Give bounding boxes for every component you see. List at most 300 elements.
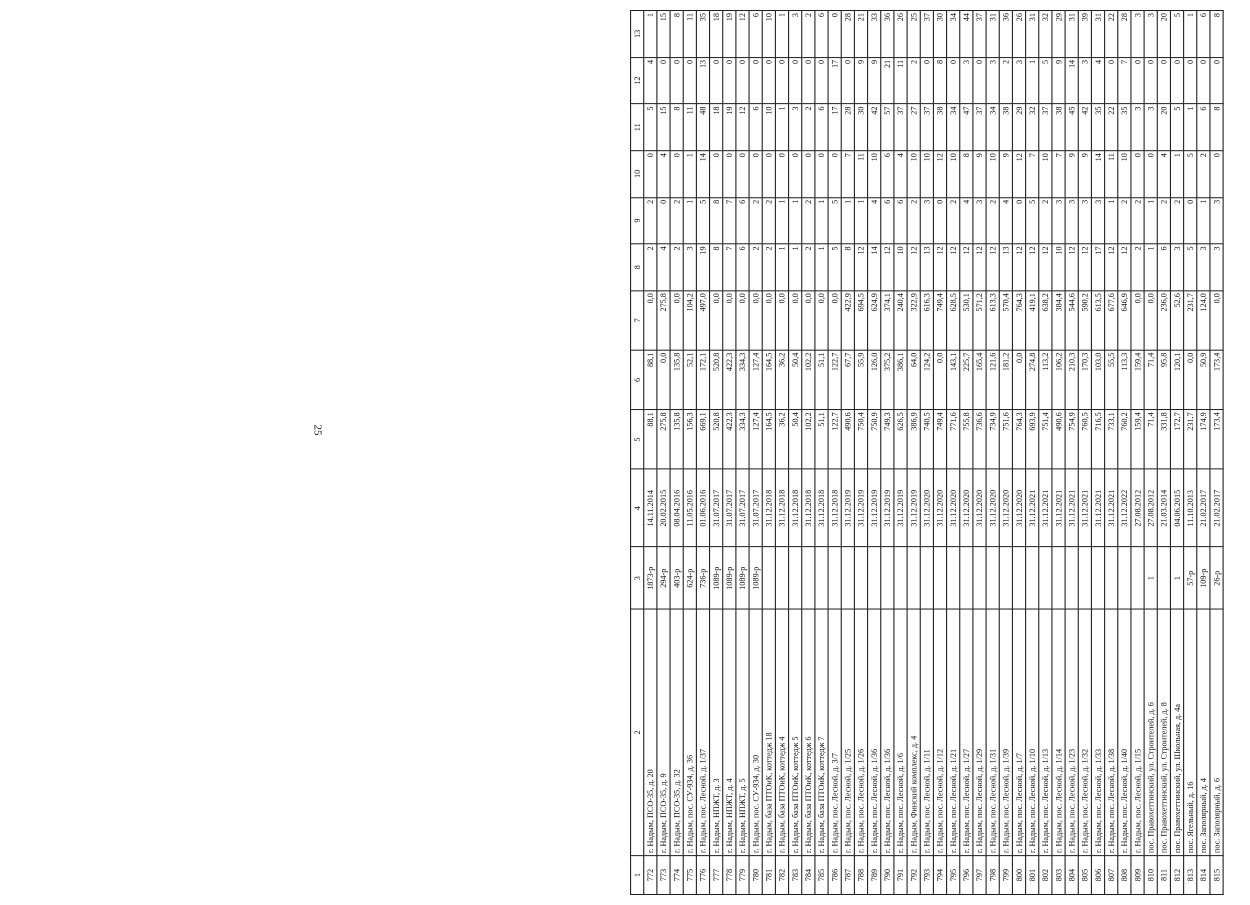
- value-cell: 11: [854, 151, 867, 198]
- value-cell: 1: [1184, 104, 1197, 151]
- value-cell: 751,4: [1039, 410, 1052, 470]
- column-number-header: [631, 11, 644, 895]
- value-cell: 8: [670, 104, 683, 151]
- address-cell: г. Надым, пос. Лесной, д. 1/13: [1039, 609, 1052, 855]
- value-cell: 10: [868, 151, 881, 198]
- value-cell: 37: [973, 104, 986, 151]
- value-cell: 520,8: [710, 350, 723, 410]
- value-cell: 37: [920, 104, 933, 151]
- address-cell: г. Надым, пос. СУ-934, д. 36: [683, 609, 696, 855]
- value-cell: 42: [868, 104, 881, 151]
- value-cell: [1105, 547, 1118, 609]
- value-cell: 26: [894, 11, 907, 58]
- value-cell: 44: [960, 11, 973, 58]
- value-cell: 0: [828, 11, 841, 58]
- value-cell: 8: [710, 197, 723, 244]
- value-cell: 0: [1210, 151, 1223, 198]
- value-cell: 31.12.2021: [1065, 469, 1078, 547]
- value-cell: 0: [1012, 197, 1025, 244]
- value-cell: 32: [1026, 104, 1039, 151]
- value-cell: 156,3: [683, 410, 696, 470]
- value-cell: 294-р: [657, 547, 670, 609]
- table-row: [894, 11, 907, 895]
- value-cell: 0: [815, 57, 828, 104]
- value-cell: 0: [683, 57, 696, 104]
- value-cell: 9: [1065, 151, 1078, 198]
- value-cell: 716,5: [1091, 410, 1104, 470]
- value-cell: 2: [986, 197, 999, 244]
- value-cell: 12: [736, 11, 749, 58]
- value-cell: 3: [1210, 244, 1223, 291]
- value-cell: 3: [1052, 197, 1065, 244]
- row-number-cell: 812: [1170, 856, 1183, 895]
- table-row: [736, 11, 749, 895]
- value-cell: 5: [1184, 151, 1197, 198]
- value-cell: 36: [999, 11, 1012, 58]
- value-cell: 0: [802, 151, 815, 198]
- row-number-cell: 791: [894, 856, 907, 895]
- value-cell: 51,1: [815, 410, 828, 470]
- value-cell: 638,2: [1039, 291, 1052, 351]
- value-cell: 21.03.2014: [1157, 469, 1170, 547]
- value-cell: 0: [710, 151, 723, 198]
- value-cell: 0: [1184, 197, 1197, 244]
- column-header-3: 3: [631, 547, 644, 609]
- value-cell: 19: [723, 11, 736, 58]
- row-number-cell: 784: [802, 856, 815, 895]
- value-cell: 2: [670, 244, 683, 291]
- value-cell: 20.02.2015: [657, 469, 670, 547]
- value-cell: 760,5: [1078, 410, 1091, 470]
- value-cell: 55,9: [854, 350, 867, 410]
- table-row: [657, 11, 670, 895]
- value-cell: 0,0: [775, 291, 788, 351]
- value-cell: 22: [1105, 104, 1118, 151]
- value-cell: 613,3: [986, 291, 999, 351]
- value-cell: 0: [1170, 57, 1183, 104]
- value-cell: 1: [1144, 547, 1157, 609]
- value-cell: [1131, 547, 1144, 609]
- value-cell: 37: [920, 11, 933, 58]
- value-cell: 3: [683, 244, 696, 291]
- value-cell: 52,1: [683, 350, 696, 410]
- value-cell: 31: [1091, 11, 1104, 58]
- value-cell: 0: [1184, 57, 1197, 104]
- value-cell: 755,8: [960, 410, 973, 470]
- row-number-cell: 782: [775, 856, 788, 895]
- value-cell: 19: [723, 104, 736, 151]
- value-cell: 71,4: [1144, 410, 1157, 470]
- value-cell: 0: [670, 151, 683, 198]
- address-cell: г. Надым, пос. Лесной, д. 1/21: [947, 609, 960, 855]
- address-cell: г. Надым, пос. Лесной, д. 1/39: [999, 609, 1012, 855]
- value-cell: 5: [644, 104, 657, 151]
- value-cell: 386,9: [907, 410, 920, 470]
- value-cell: 4: [1157, 151, 1170, 198]
- value-cell: 31.12.2021: [1026, 469, 1039, 547]
- value-cell: 10: [1118, 151, 1131, 198]
- value-cell: 2: [749, 197, 762, 244]
- value-cell: 497,0: [696, 291, 709, 351]
- value-cell: 38: [1052, 104, 1065, 151]
- value-cell: 34: [947, 11, 960, 58]
- value-cell: 12: [947, 244, 960, 291]
- value-cell: 520,8: [710, 410, 723, 470]
- value-cell: 20: [1157, 11, 1170, 58]
- row-number-cell: 793: [920, 856, 933, 895]
- value-cell: 0,0: [1131, 291, 1144, 351]
- value-cell: 3: [1078, 197, 1091, 244]
- value-cell: 0: [762, 57, 775, 104]
- value-cell: 12: [1078, 244, 1091, 291]
- address-cell: г. Надым, пос. Лесной, д. 1/25: [841, 609, 854, 855]
- table-row: [775, 11, 788, 895]
- housing-register-table: [630, 10, 1224, 895]
- row-number-cell: 794: [933, 856, 946, 895]
- table-row: [947, 11, 960, 895]
- value-cell: [828, 547, 841, 609]
- value-cell: 0: [947, 57, 960, 104]
- value-cell: 11: [683, 104, 696, 151]
- value-cell: 6: [894, 197, 907, 244]
- value-cell: 2: [749, 244, 762, 291]
- value-cell: 0,0: [933, 350, 946, 410]
- value-cell: 12: [1105, 244, 1118, 291]
- address-cell: г. Надым, пос. Лесной, д. 1/15: [1131, 609, 1144, 855]
- table-row: [1078, 11, 1091, 895]
- value-cell: 1: [683, 151, 696, 198]
- value-cell: 2: [644, 244, 657, 291]
- row-number-cell: 777: [710, 856, 723, 895]
- value-cell: 31.12.2021: [1039, 469, 1052, 547]
- value-cell: 31: [1065, 11, 1078, 58]
- value-cell: 10: [894, 244, 907, 291]
- value-cell: 11.05.2016: [683, 469, 696, 547]
- value-cell: 3: [1065, 197, 1078, 244]
- value-cell: 3: [986, 57, 999, 104]
- row-number-cell: 802: [1039, 856, 1052, 895]
- value-cell: 322,9: [907, 291, 920, 351]
- value-cell: 422,9: [841, 291, 854, 351]
- table-row: [789, 11, 802, 895]
- value-cell: 1: [854, 197, 867, 244]
- value-cell: 0,0: [657, 350, 670, 410]
- value-cell: 2: [802, 244, 815, 291]
- value-cell: 7: [723, 244, 736, 291]
- value-cell: [973, 547, 986, 609]
- value-cell: 10: [1052, 244, 1065, 291]
- value-cell: 13: [696, 57, 709, 104]
- value-cell: 0: [710, 57, 723, 104]
- value-cell: 571,2: [973, 291, 986, 351]
- value-cell: 7: [841, 151, 854, 198]
- value-cell: 31.12.2020: [920, 469, 933, 547]
- value-cell: 12: [960, 244, 973, 291]
- value-cell: 127,4: [749, 350, 762, 410]
- table-row: [1184, 11, 1197, 895]
- value-cell: 34: [947, 104, 960, 151]
- value-cell: 106,2: [1052, 350, 1065, 410]
- value-cell: 0,0: [710, 291, 723, 351]
- value-cell: 570,4: [999, 291, 1012, 351]
- value-cell: 646,9: [1118, 291, 1131, 351]
- value-cell: 0,0: [749, 291, 762, 351]
- value-cell: 37: [1039, 104, 1052, 151]
- value-cell: 4: [1091, 57, 1104, 104]
- value-cell: 4: [657, 151, 670, 198]
- value-cell: 0: [1144, 57, 1157, 104]
- value-cell: 1: [1197, 197, 1210, 244]
- value-cell: 0: [723, 151, 736, 198]
- address-cell: г. Надым, пос. Лесной, д. 3/7: [828, 609, 841, 855]
- value-cell: [762, 547, 775, 609]
- column-header-10: 10: [631, 151, 644, 198]
- address-cell: г. Надым, пос. Лесной, д. 1/31: [986, 609, 999, 855]
- column-header-9: 9: [631, 197, 644, 244]
- address-cell: г. Надым, ПСО-35, д. 20: [644, 609, 657, 855]
- value-cell: [894, 547, 907, 609]
- value-cell: 109-р: [1197, 547, 1210, 609]
- value-cell: 34: [986, 104, 999, 151]
- value-cell: 0: [723, 57, 736, 104]
- value-cell: 275,8: [657, 291, 670, 351]
- value-cell: 1: [1105, 197, 1118, 244]
- value-cell: 1: [775, 197, 788, 244]
- value-cell: 8: [960, 151, 973, 198]
- table-row: [762, 11, 775, 895]
- value-cell: 0,0: [736, 291, 749, 351]
- value-cell: 120,1: [1170, 350, 1183, 410]
- value-cell: 231,7: [1184, 291, 1197, 351]
- value-cell: 3: [1131, 104, 1144, 151]
- value-cell: 734,9: [986, 410, 999, 470]
- value-cell: 159,4: [1131, 410, 1144, 470]
- value-cell: 172,1: [696, 350, 709, 410]
- value-cell: 35: [1091, 104, 1104, 151]
- value-cell: 6: [881, 151, 894, 198]
- value-cell: 31.12.2020: [973, 469, 986, 547]
- value-cell: 0: [1157, 57, 1170, 104]
- value-cell: 3: [920, 197, 933, 244]
- address-cell: г. Надым, пос. Лесной, д. 1/11: [920, 609, 933, 855]
- value-cell: 2: [1118, 197, 1131, 244]
- value-cell: 173,4: [1210, 410, 1223, 470]
- value-cell: 35: [1118, 104, 1131, 151]
- value-cell: 419,1: [1026, 291, 1039, 351]
- value-cell: 47: [960, 104, 973, 151]
- value-cell: 0: [920, 57, 933, 104]
- value-cell: 21: [854, 11, 867, 58]
- value-cell: [933, 547, 946, 609]
- value-cell: 7: [1052, 151, 1065, 198]
- table-row: [1210, 11, 1223, 895]
- value-cell: 5: [1170, 104, 1183, 151]
- table-row: [1105, 11, 1118, 895]
- table-row: [933, 11, 946, 895]
- value-cell: 9: [1078, 151, 1091, 198]
- value-cell: 771,6: [947, 410, 960, 470]
- value-cell: 26-р: [1210, 547, 1223, 609]
- value-cell: 740,5: [920, 410, 933, 470]
- value-cell: 2: [802, 197, 815, 244]
- value-cell: 11.10.2013: [1184, 469, 1197, 547]
- value-cell: 3: [1197, 244, 1210, 291]
- value-cell: 12: [1026, 244, 1039, 291]
- value-cell: 6: [736, 197, 749, 244]
- value-cell: 38: [933, 104, 946, 151]
- address-cell: г. Надым, пос. Лесной, д. 1/27: [960, 609, 973, 855]
- value-cell: 677,6: [1105, 291, 1118, 351]
- value-cell: 12: [1012, 151, 1025, 198]
- row-number-cell: 786: [828, 856, 841, 895]
- value-cell: 181,2: [999, 350, 1012, 410]
- address-cell: г. Надым, НПЖТ, д. 4: [723, 609, 736, 855]
- address-cell: г. Надым, пос. Лесной, д. 1/40: [1118, 609, 1131, 855]
- value-cell: 694,5: [854, 291, 867, 351]
- value-cell: 31.07.2017: [749, 469, 762, 547]
- value-cell: 3: [973, 197, 986, 244]
- value-cell: 9: [1052, 57, 1065, 104]
- value-cell: 2: [644, 197, 657, 244]
- address-cell: пос. Заполярный, д. 6: [1210, 609, 1223, 855]
- value-cell: 31.12.2020: [960, 469, 973, 547]
- value-cell: 0: [828, 151, 841, 198]
- column-header-13: 13: [631, 11, 644, 58]
- address-cell: пос. Заполярный, д. 4: [1197, 609, 1210, 855]
- value-cell: 35: [696, 11, 709, 58]
- value-cell: 1: [815, 197, 828, 244]
- value-cell: [854, 547, 867, 609]
- value-cell: 490,6: [1052, 410, 1065, 470]
- value-cell: 1: [775, 104, 788, 151]
- row-number-cell: 781: [762, 856, 775, 895]
- column-header-7: 7: [631, 291, 644, 351]
- value-cell: 13: [920, 244, 933, 291]
- row-number-cell: 805: [1078, 856, 1091, 895]
- value-cell: 6: [749, 104, 762, 151]
- value-cell: [775, 547, 788, 609]
- value-cell: 27.08.2012: [1144, 469, 1157, 547]
- value-cell: 10: [907, 151, 920, 198]
- value-cell: 11: [894, 57, 907, 104]
- value-cell: 52,6: [1170, 291, 1183, 351]
- row-number-cell: 796: [960, 856, 973, 895]
- value-cell: 37: [973, 11, 986, 58]
- value-cell: 2: [907, 197, 920, 244]
- value-cell: 31: [1026, 11, 1039, 58]
- value-cell: 9: [868, 57, 881, 104]
- row-number-cell: 780: [749, 856, 762, 895]
- address-cell: г. Надым, ПСО-35, д. 32: [670, 609, 683, 855]
- value-cell: 0: [736, 57, 749, 104]
- value-cell: 0: [1131, 151, 1144, 198]
- value-cell: 0: [762, 151, 775, 198]
- value-cell: 0,0: [644, 291, 657, 351]
- table-row: [841, 11, 854, 895]
- row-number-cell: 807: [1105, 856, 1118, 895]
- value-cell: 624-р: [683, 547, 696, 609]
- value-cell: 159,4: [1131, 350, 1144, 410]
- table-row: [1091, 11, 1104, 895]
- value-cell: 2: [1039, 197, 1052, 244]
- value-cell: 3: [1170, 244, 1183, 291]
- value-cell: 12: [986, 244, 999, 291]
- table-body: [644, 11, 1223, 895]
- value-cell: 143,1: [947, 350, 960, 410]
- value-cell: 10: [1039, 151, 1052, 198]
- value-cell: 0: [644, 151, 657, 198]
- value-cell: 1: [775, 244, 788, 291]
- row-number-cell: 811: [1157, 856, 1170, 895]
- value-cell: [947, 547, 960, 609]
- address-cell: г. Надым, пос. Лесной, д. 1/26: [854, 609, 867, 855]
- value-cell: 124,0: [1197, 291, 1210, 351]
- value-cell: 135,8: [670, 410, 683, 470]
- value-cell: 0: [802, 57, 815, 104]
- table-row: [802, 11, 815, 895]
- address-cell: г. Надым, пос. СУ-934, д. 30: [749, 609, 762, 855]
- value-cell: 18: [710, 11, 723, 58]
- value-cell: 0: [789, 151, 802, 198]
- value-cell: 71,4: [1144, 350, 1157, 410]
- value-cell: 9: [973, 151, 986, 198]
- value-cell: 334,3: [736, 350, 749, 410]
- address-cell: г. Надым, НПЖТ, д. 5: [736, 609, 749, 855]
- value-cell: 275,8: [657, 410, 670, 470]
- value-cell: 1089-р: [723, 547, 736, 609]
- value-cell: 5: [1184, 244, 1197, 291]
- value-cell: 624,9: [868, 291, 881, 351]
- value-cell: [907, 547, 920, 609]
- value-cell: 3: [1210, 197, 1223, 244]
- value-cell: 375,2: [881, 350, 894, 410]
- value-cell: 57-р: [1184, 547, 1197, 609]
- value-cell: 15: [657, 11, 670, 58]
- table-row: [854, 11, 867, 895]
- value-cell: 750,4: [854, 410, 867, 470]
- value-cell: [1026, 547, 1039, 609]
- value-cell: 2: [802, 104, 815, 151]
- value-cell: 0: [789, 57, 802, 104]
- value-cell: 31.12.2020: [947, 469, 960, 547]
- value-cell: 1: [683, 197, 696, 244]
- value-cell: 15: [657, 104, 670, 151]
- value-cell: 1: [1170, 547, 1183, 609]
- table-row: [960, 11, 973, 895]
- value-cell: 14: [1065, 57, 1078, 104]
- value-cell: 31.12.2018: [815, 469, 828, 547]
- value-cell: [1157, 547, 1170, 609]
- value-cell: 31.12.2019: [868, 469, 881, 547]
- value-cell: 31.12.2020: [999, 469, 1012, 547]
- value-cell: 6: [1197, 104, 1210, 151]
- value-cell: 5: [696, 197, 709, 244]
- value-cell: [1118, 547, 1131, 609]
- value-cell: 25: [907, 11, 920, 58]
- value-cell: 11: [1105, 151, 1118, 198]
- value-cell: 0,0: [1012, 350, 1025, 410]
- table-row: [670, 11, 683, 895]
- value-cell: 102,2: [802, 350, 815, 410]
- address-cell: г. Надым, пос. Лесной, д. 1/36: [868, 609, 881, 855]
- table-row: [1026, 11, 1039, 895]
- row-number-cell: 778: [723, 856, 736, 895]
- value-cell: 7: [1118, 57, 1131, 104]
- value-cell: 0: [933, 197, 946, 244]
- table-row: [710, 11, 723, 895]
- value-cell: 749,4: [933, 291, 946, 351]
- value-cell: 12: [854, 244, 867, 291]
